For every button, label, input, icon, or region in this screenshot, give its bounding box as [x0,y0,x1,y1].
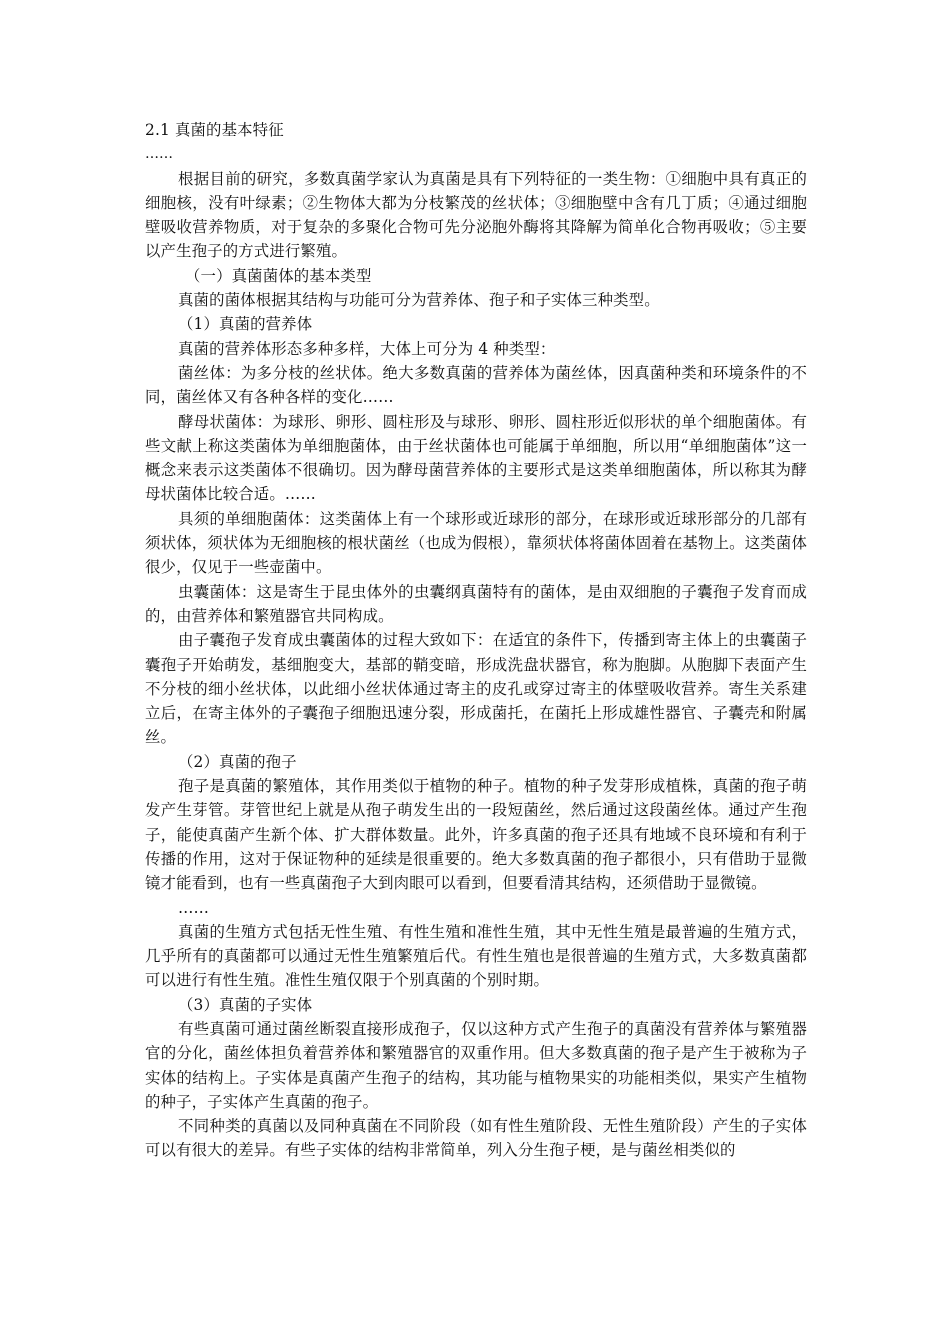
paragraph-insect: 虫囊菌体：这是寄生于昆虫体外的虫囊纲真菌特有的菌体，是由双细胞的子囊孢子发育而成的，由营养体和繁殖器官共同构成。 [145,582,807,625]
paragraph-fruiting: 有些真菌可通过菌丝断裂直接形成孢子，仅以这种方式产生孢子的真菌没有营养体与繁殖器官的分化，菌丝体担负着营养体和繁殖器官的双重作用。但大多数真菌的孢子是产生于被称为子实体的结构上。子实体是真菌产生孢子的结构，其功能与植物果实的功能相类似，果实产生植物的种子，子实体产生真菌的孢子。 [145,1019,807,1111]
section-title: 2.1 真菌的基本特征 [145,121,284,139]
heading-vegetative: （1）真菌的营养体 [178,315,313,334]
paragraph-process: 由子囊孢子发育成虫囊菌体的过程大致如下：在适宜的条件下，传播到寄主体上的虫囊菌子囊孢子开始萌发，基细胞变大，基部的鞘变暗，形成洗盘状器官，称为胞脚。从胞脚下表面产生不分枝的细小丝状体，以此细小丝状体通过寄主的皮孔或穿过寄主的体壁吸收营养。寄生关系建立后，在寄主体外的子囊孢子细胞迅速分裂，形成菌托，在菌托上形成雄性器官、子囊壳和附属丝。 [145,631,807,747]
heading-basic-types: （一）真菌菌体的基本类型 [185,266,372,285]
ellipsis-marker: …… [145,146,173,163]
heading-fruiting-body: （3）真菌的子实体 [178,995,313,1014]
paragraph-spores: 孢子是真菌的繁殖体，其作用类似于植物的种子。植物的种子发芽形成植株，真菌的孢子萌发产生芽管。芽管世纪上就是从孢子萌发生出的一段短菌丝，然后通过这段菌丝体。通过产生孢子，能使真菌产生新个体、扩大群体数量。此外，许多真菌的孢子还具有地域不良环境和有利于传播的作用，这对于保证物种的延续是很重要的。绝大多数真菌的孢子都很小，只有借助于显微镜才能看到，也有一些真菌孢子大到肉眼可以看到，但要看清其结构，还须借助于显微镜。 [145,777,807,893]
paragraph-vegetative: 真菌的营养体形态多种多样，大体上可分为 4 种类型： [178,339,556,358]
paragraph-variation: 不同种类的真菌以及同种真菌在不同阶段（如有性生殖阶段、无性生殖阶段）产生的子实体可以有很大的差异。有些子实体的结构非常简单，列入分生孢子梗，是与菌丝相类似的 [145,1117,807,1160]
intro-paragraph: 根据目前的研究，多数真菌学家认为真菌是具有下列特征的一类生物：①细胞中具有真正的细胞核，没有叶绿素；②生物体大都为分枝繁茂的丝状体；③细胞壁中含有几丁质；④通过细胞壁吸收营养物质，对于复杂的多聚化合物可先分泌胞外酶将其降解为简单化合物再吸收；⑤主要以产生孢子的方式进行繁殖。 [145,169,807,261]
paragraph-yeast: 酵母状菌体：为球形、卵形、圆柱形及与球形、卵形、圆柱形近似形状的单个细胞菌体。有些文献上称这类菌体为单细胞菌体，由于丝状菌体也可能属于单细胞，所以用“单细胞菌体”这一概念来表示这类菌体不很确切。因为酵母菌营养体的主要形式是这类单细胞菌体，所以称其为酵母状菌体比较合适。…… [145,412,807,504]
document-body [145,118,807,1163]
paragraph-rhizoid: 具须的单细胞菌体：这类菌体上有一个球形或近球形的部分，在球形或近球形部分的几部有须状体，须状体为无细胞核的根状菌丝（也成为假根），靠须状体将菌体固着在基物上。这类菌体很少，仅见于一些壶菌中。 [145,509,807,577]
heading-spores: （2）真菌的孢子 [178,752,297,771]
paragraph-reproduction: 真菌的生殖方式包括无性生殖、有性生殖和准性生殖，其中无性生殖是最普遍的生殖方式，几乎所有的真菌都可以通过无性生殖繁殖后代。有性生殖也是很普遍的生殖方式，大多数真菌都可以进行有性生殖。准性生殖仅限于个别真菌的个别时期。 [145,922,807,990]
ellipsis-marker-indented: …… [178,898,210,917]
paragraph-types: 真菌的菌体根据其结构与功能可分为营养体、孢子和子实体三种类型。 [178,291,660,310]
paragraph-hyphae: 菌丝体：为多分枝的丝状体。绝大多数真菌的营养体为菌丝体，因真菌种类和环境条件的不同，菌丝体又有各种各样的变化…… [145,363,807,407]
